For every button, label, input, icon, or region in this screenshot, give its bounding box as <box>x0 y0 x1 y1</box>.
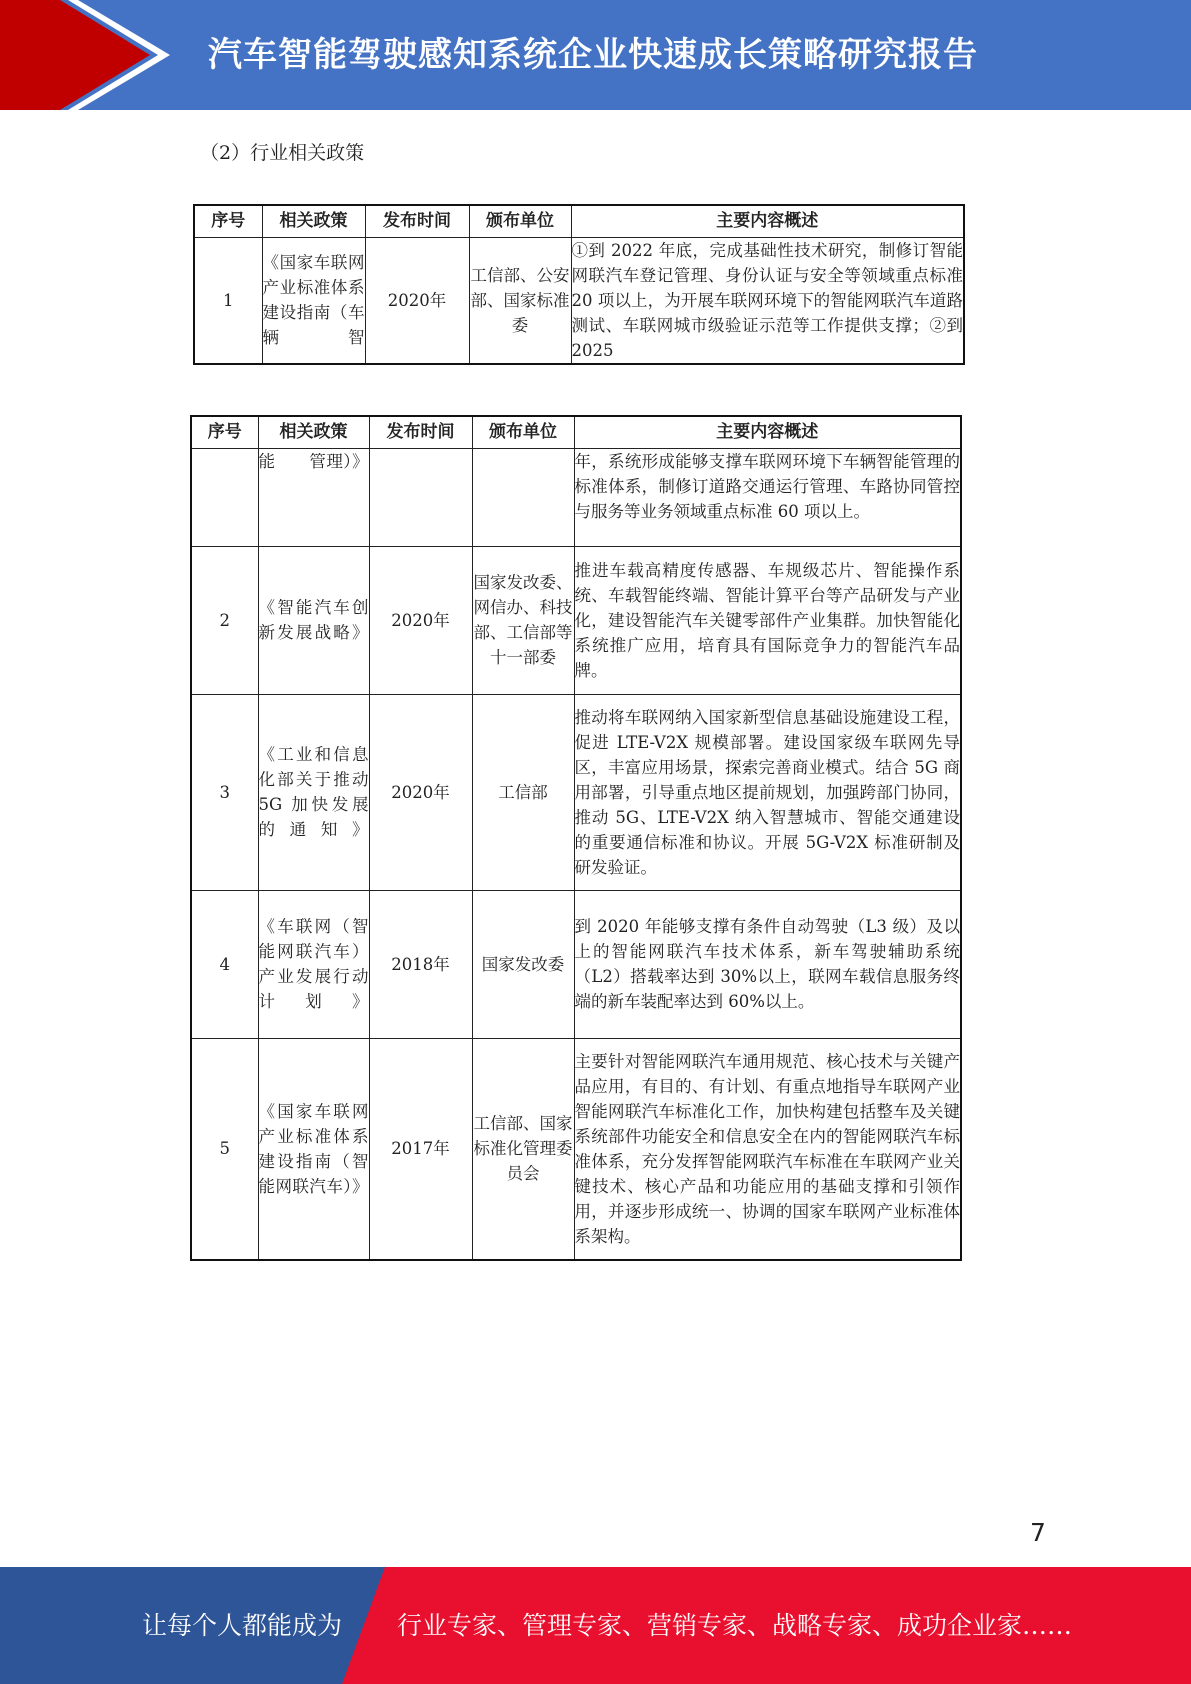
row-policy: 《工业和信息化部关于推动5G 加快发展的通知》 <box>258 694 369 890</box>
header-policy: 相关政策 <box>262 205 365 237</box>
row-policy: 《车联网（智能网联汽车）产业发展行动计划》 <box>258 890 369 1038</box>
row-policy: 《智能汽车创新发展战略》 <box>258 546 369 694</box>
section-heading: （2）行业相关政策 <box>200 142 365 164</box>
table-header-row <box>191 416 961 448</box>
row-date: 2018年 <box>369 890 472 1038</box>
row-num: 1 <box>194 237 262 364</box>
header-issuer: 颁布单位 <box>472 416 574 448</box>
table-row <box>191 1038 961 1260</box>
header-date: 发布时间 <box>365 205 469 237</box>
header-summary: 主要内容概述 <box>571 205 964 237</box>
header-date: 发布时间 <box>369 416 472 448</box>
row-issuer: 工信部 <box>472 694 574 890</box>
row-summary: 年，系统形成能够支撑车联网环境下车辆智能管理的标准体系，制修订道路交通运行管理、车路协同管控与服务等业务领域重点标准 60 项以上。 <box>574 448 961 546</box>
row-issuer: 工信部、公安部、国家标准委 <box>469 237 571 364</box>
row-date: 2020年 <box>365 237 469 364</box>
table-header-row <box>194 205 964 237</box>
header-banner <box>0 0 1191 110</box>
row-num: 4 <box>191 890 258 1038</box>
table-row <box>191 890 961 1038</box>
row-summary: 推动将车联网纳入国家新型信息基础设施建设工程，促进 LTE-V2X 规模部署。建设国家级车联网先导区，丰富应用场景，探索完善商业模式。结合 5G 商用部署，引导重点地区提前规划，加强跨部门协同，推动 5G、LTE-V2X 纳入智慧城市、智能交通建设的重要通信标准和协议。开展 5G-V2X 标准研制及研发验证。 <box>574 694 961 890</box>
row-num: 2 <box>191 546 258 694</box>
policy-table-2 <box>190 415 962 1261</box>
header-red-arrow <box>0 0 150 110</box>
row-date: 2020年 <box>369 694 472 890</box>
row-num <box>191 448 258 546</box>
row-policy: 能 管理）》 <box>258 448 369 546</box>
row-summary: 到 2020 年能够支撑有条件自动驾驶（L3 级）及以上的智能网联汽车技术体系，新车驾驶辅助系统（L2）搭载率达到 30%以上，联网车载信息服务终端的新车装配率达到 60%以上。 <box>574 890 961 1038</box>
row-summary: 主要针对智能网联汽车通用规范、核心技术与关键产品应用，有目的、有计划、有重点地指导车联网产业智能网联汽车标准化工作，加快构建包括整车及关键系统部件功能安全和信息安全在内的智能网联汽车标准体系，充分发挥智能网联汽车标准在车联网产业关键技术、核心产品和功能应用的基础支撑和引领作用，并逐步形成统一、协调的国家车联网产业标准体系架构。 <box>574 1038 961 1260</box>
row-summary: ①到 2022 年底，完成基础性技术研究，制修订智能网联汽车登记管理、身份认证与安全等领域重点标准 20 项以上，为开展车联网环境下的智能网联汽车道路测试、车联网城市级验证示范等工作提供支撑；②到 2025 <box>571 237 964 364</box>
row-date <box>369 448 472 546</box>
footer-banner <box>0 1567 1191 1684</box>
row-num: 3 <box>191 694 258 890</box>
table-row <box>194 237 964 364</box>
row-policy: 《国家车联网产业标准体系建设指南（智能网联汽车）》 <box>258 1038 369 1260</box>
row-num: 5 <box>191 1038 258 1260</box>
table-row <box>191 448 961 546</box>
footer-slogan-left: 让每个人都能成为 <box>142 1611 343 1640</box>
table-row <box>191 694 961 890</box>
page-number: 7 <box>1030 1518 1046 1547</box>
header-num: 序号 <box>194 205 262 237</box>
row-issuer: 工信部、国家标准化管理委员会 <box>472 1038 574 1260</box>
row-date: 2017年 <box>369 1038 472 1260</box>
header-summary: 主要内容概述 <box>574 416 961 448</box>
report-title: 汽车智能驾驶感知系统企业快速成长策略研究报告 <box>208 35 978 75</box>
header-issuer: 颁布单位 <box>469 205 571 237</box>
row-issuer <box>472 448 574 546</box>
row-summary: 推进车载高精度传感器、车规级芯片、智能操作系统、车载智能终端、智能计算平台等产品研发与产业化，建设智能汽车关键零部件产业集群。加快智能化系统推广应用，培育具有国际竞争力的智能汽车品牌。 <box>574 546 961 694</box>
row-policy: 《国家车联网产业标准体系建设指南（车辆智 <box>262 237 365 364</box>
policy-table-1 <box>193 204 965 365</box>
row-date: 2020年 <box>369 546 472 694</box>
footer-slogan-right: 行业专家、管理专家、营销专家、战略专家、成功企业家…… <box>397 1611 1073 1640</box>
row-issuer: 国家发改委、网信办、科技部、工信部等十一部委 <box>472 546 574 694</box>
header-policy: 相关政策 <box>258 416 369 448</box>
table-row <box>191 546 961 694</box>
row-issuer: 国家发改委 <box>472 890 574 1038</box>
header-num: 序号 <box>191 416 258 448</box>
